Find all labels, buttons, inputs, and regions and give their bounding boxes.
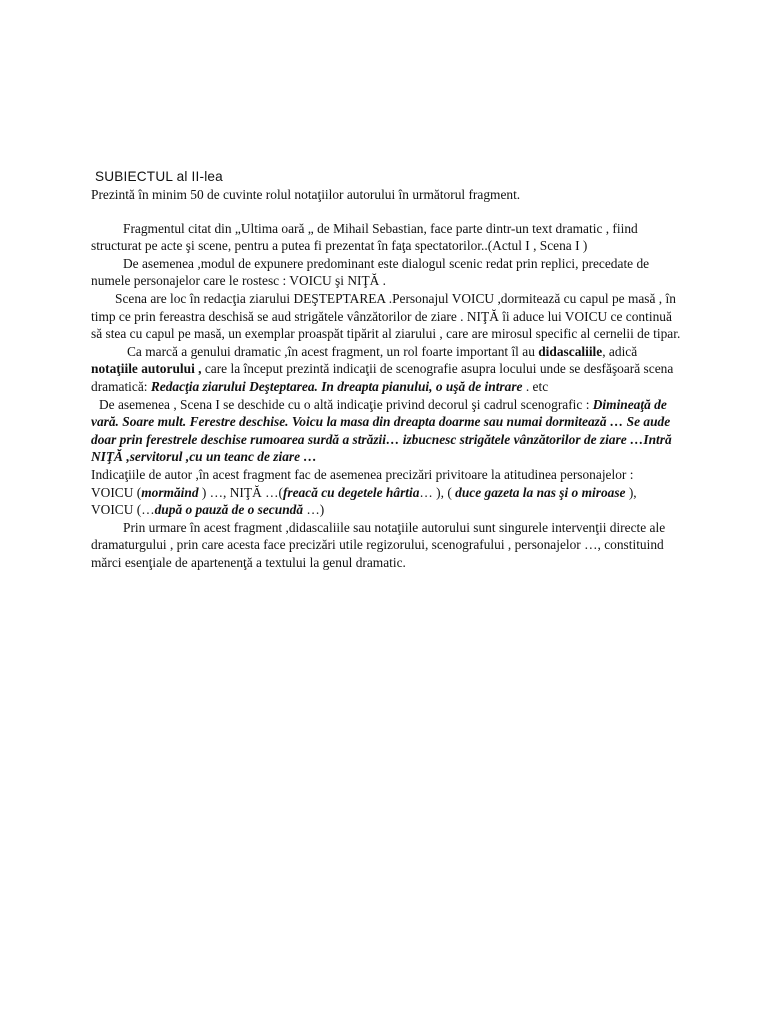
- document-heading: SUBIECTUL al II-lea: [95, 169, 223, 184]
- p7-text-3: … ), (: [419, 484, 456, 500]
- paragraph-character-notes: [91, 484, 681, 519]
- paragraph-setting: Scena are loc în redacţia ziarului DEŞTEPTAREA .Personajul VOICU ,dormitează cu capul pe masă , în timp ce prin fereastra deschisă se aud strigătele vânzătorilor de ziare . NIŢĂ îi aduce lui VOICU ce continuă să stea cu capul pe masă, un exemplar proaspăt tipărit al ziarului , care are mirosul specific al cernelii de tipar.: [91, 290, 681, 342]
- quote-dimineata: Dimineaţă de vară. Soare mult. Ferestre deschise. Voicu la masa din dreapta doarme sau numai dormitează … Se aude doar prin ferestrele deschise rumoarea surdă a străzii… izbucnesc strigătele vânzătorilor de ziare …Intră NIŢĂ ,servitorul ,cu un teanc de ziare …: [91, 396, 672, 465]
- p5-text-1: De asemenea , Scena I se deschide cu o altă indicaţie privind decorul şi cadrul scenografic :: [99, 396, 593, 412]
- paragraph-intro: Fragmentul citat din „Ultima oară „ de Mihail Sebastian, face parte dintr-un text dramatic , fiind structurat pe acte şi scene, pentru a putea fi prezentat în faţa spectatorilor..(Actul I , Scena I ): [91, 220, 638, 254]
- paragraph-scene-one: [91, 396, 681, 466]
- note-mormaind: mormăind: [141, 484, 199, 500]
- p7-text-4: ), VOICU (…: [91, 484, 637, 518]
- note-duce-gazeta: duce gazeta la nas şi o miroase: [455, 484, 626, 500]
- paragraph-gap: [91, 204, 681, 220]
- p4-text-1: Ca marcă a genului dramatic ,în acest fragment, un rol foarte important îl au: [127, 343, 539, 359]
- paragraph-indicatii: Indicaţiile de autor ,în acest fragment fac de asemenea precizări privitoare la atitudinea personajelor :: [91, 466, 634, 482]
- quote-redactia: Redacţia ziarului Deşteptarea. In dreapta pianului, o uşă de intrare: [150, 378, 523, 394]
- task-prompt: Prezintă în minim 50 de cuvinte rolul notaţiilor autorului în următorul fragment.: [91, 187, 521, 202]
- note-freaca: freacă cu degetele hârtia: [282, 484, 420, 500]
- p4-text-4: . etc: [522, 378, 549, 394]
- paragraph-conclusion: Prin urmare în acest fragment ,didascaliile sau notaţiile autorului sunt singurele intervenţii directe ale dramaturgului , prin care acesta face precizări utile regizorului, scenografului , personajelor …, constituind mărci esenţiale de apartenenţă a textului la genul dramatic.: [91, 519, 666, 570]
- document-body: [91, 168, 681, 571]
- note-pauza: după o pauză de o secundă: [154, 502, 304, 518]
- p4-text-2: , adică: [602, 343, 638, 359]
- term-notatiile-autorului: notaţiile autorului ,: [91, 361, 202, 377]
- paragraph-didascalii: [91, 343, 681, 396]
- p7-text-2: ) …, NIŢĂ …(: [198, 484, 283, 500]
- term-didascaliile: didascaliile: [538, 343, 603, 359]
- p7-text-5: …): [303, 502, 325, 518]
- p7-text-1: VOICU (: [91, 484, 142, 500]
- paragraph-dialogue: De asemenea ,modul de expunere predominant este dialogul scenic redat prin replici, precedate de numele personajelor care le rostesc : VOICU şi NIŢĂ .: [91, 255, 650, 289]
- p4-text-3: care la început prezintă indicaţii de scenografie asupra locului unde se desfăşoară scena dramatică:: [91, 361, 674, 394]
